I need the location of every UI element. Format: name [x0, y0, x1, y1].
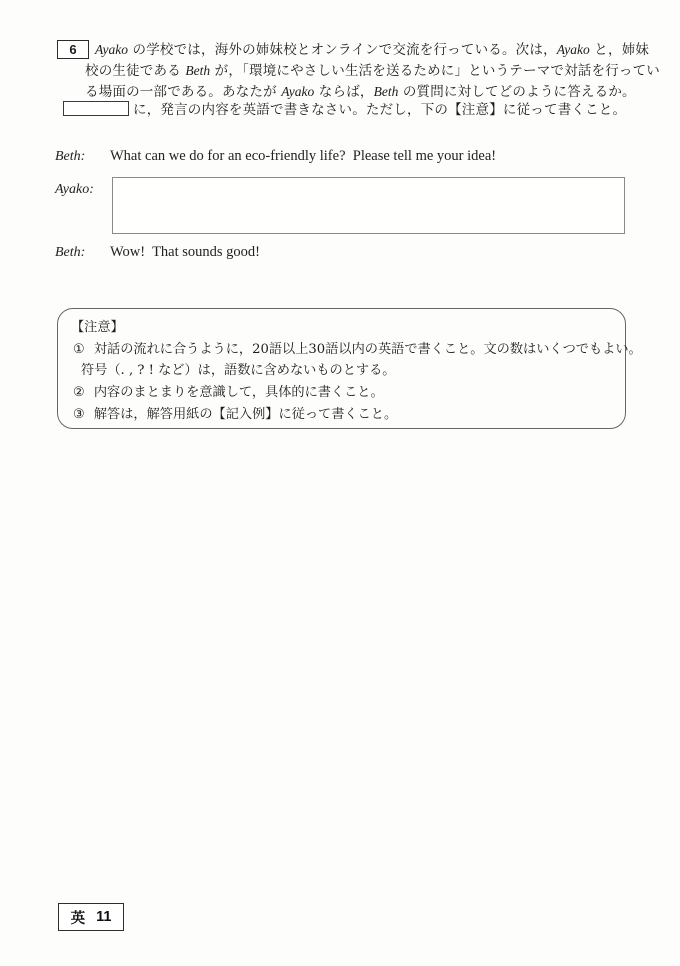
intro-line2-text1: 校の生徒である [85, 63, 186, 79]
intro-line-4 [63, 101, 626, 120]
intro-line1-text1: の学校では，海外の姉妹校とオンラインで交流を行っている。次は， [128, 42, 557, 58]
notice-title: 【注意】 [71, 320, 124, 335]
intro-line-2 [85, 61, 660, 81]
notice-item-2-marker: ② [73, 385, 85, 400]
intro-line-1 [95, 40, 649, 60]
footer-subject: 英 [70, 910, 86, 927]
footer-page-box [58, 903, 124, 931]
speaker-label-ayako: Ayako: [55, 182, 94, 197]
dialogue-text-beth-question: What can we do for an eco-friendly life? Please tell me your idea! [110, 148, 497, 164]
notice-box [57, 308, 642, 429]
notice-item-2 [73, 384, 384, 402]
intro-line3-text1: る場面の一部である。あなたが [85, 84, 282, 100]
notice-item-1-continuation: 符号（. , ? ! など）は，語数に含めないものとする。 [81, 363, 396, 378]
intro-line-3 [85, 82, 636, 102]
name-ayako: Ayako [281, 84, 315, 99]
intro-line2-text2: が，「環境にやさしい生活を送るために」というテーマで対話を行ってい [210, 63, 660, 79]
intro-line4-text1: に，発言の内容を英語で書きなさい。ただし，下の【注意】に従って書くこと。 [133, 102, 627, 118]
notice-item-1-marker: ① [73, 342, 85, 357]
intro-line3-text3: の質問に対してどのように答えるか。 [398, 84, 636, 100]
notice-item-1 [73, 341, 642, 359]
notice-item-3-text: 解答は，解答用紙の【記入例】に従って書くこと。 [93, 407, 398, 422]
name-ayako: Ayako [556, 42, 590, 57]
dialogue-text-beth-reply: Wow! That sounds good! [110, 244, 260, 260]
speaker-label-beth: Beth: [55, 149, 86, 164]
question-number: 6 [69, 42, 77, 57]
name-beth: Beth [185, 63, 211, 78]
name-beth: Beth [373, 84, 399, 99]
speaker-label-beth: Beth: [55, 245, 86, 260]
notice-item-3 [73, 406, 397, 424]
name-ayako: Ayako [95, 42, 128, 57]
answer-input-box[interactable] [112, 177, 625, 234]
intro-line1-text2: と，姉妹 [589, 42, 650, 58]
notice-item-2-text: 内容のまとまりを意識して，具体的に書くこと。 [93, 385, 384, 400]
blank-reference-box [63, 101, 129, 116]
notice-item-3-marker: ③ [73, 407, 85, 422]
question-number-box [57, 40, 89, 59]
footer-page-number: 11 [96, 909, 112, 925]
intro-line3-text2: ならば， [314, 84, 374, 100]
notice-item-1-text: 対話の流れに合うように，20語以上30語以内の英語で書くこと。文の数はいくつでもよい。 [93, 342, 642, 357]
